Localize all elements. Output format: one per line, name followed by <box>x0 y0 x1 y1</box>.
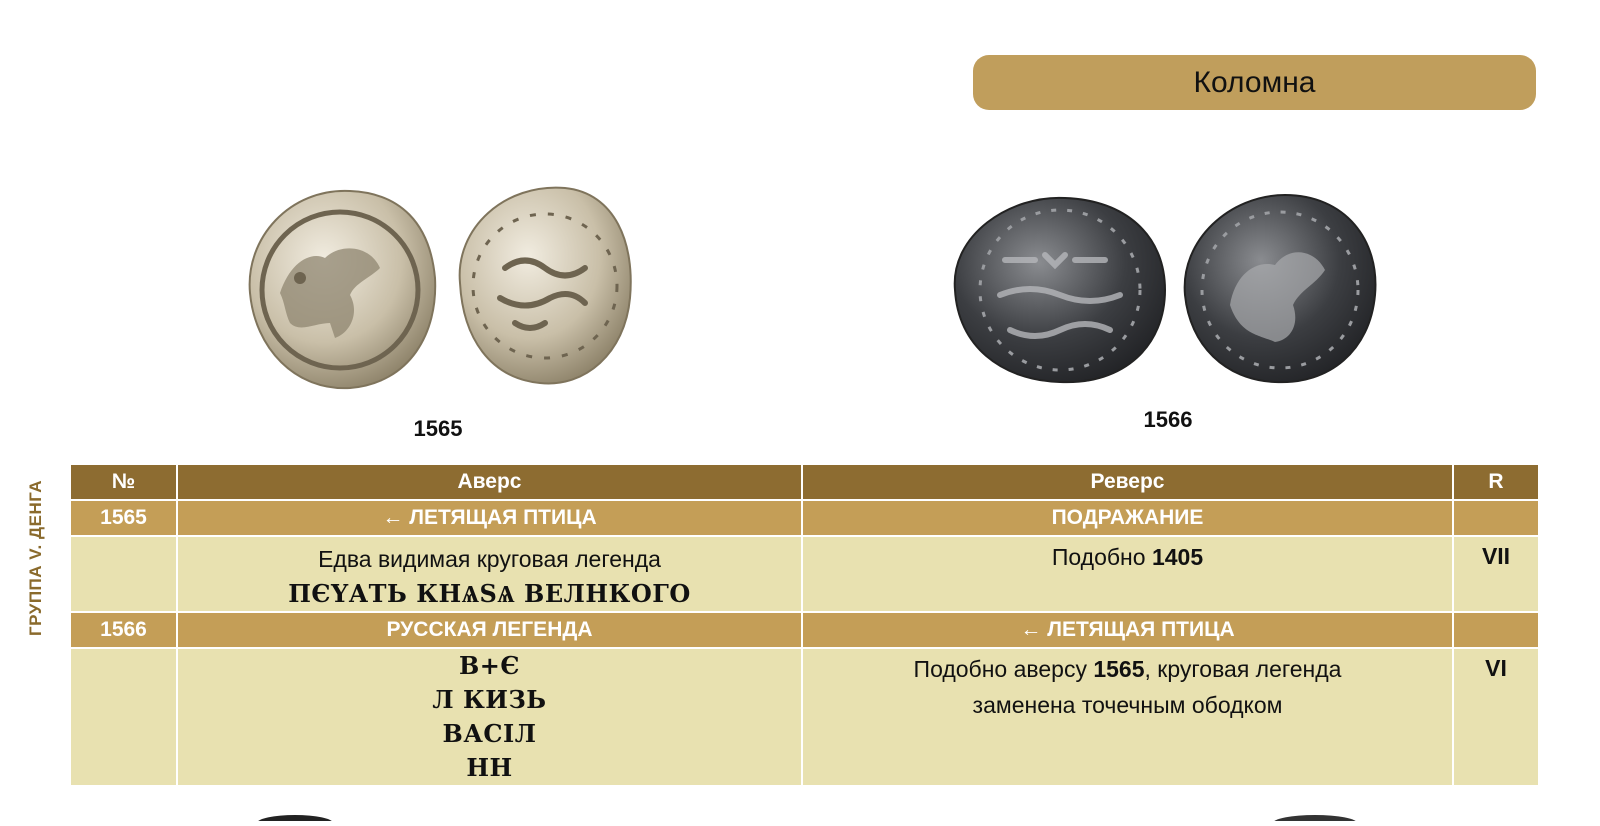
coin-catalog-table <box>69 463 1540 787</box>
rarity-value: VI <box>1453 648 1539 786</box>
obverse-description <box>177 648 802 786</box>
reverse-desc-text <box>803 537 1452 575</box>
reverse-type: ПОДРАЖАНИЕ <box>802 500 1453 536</box>
obverse-legend-line: Л КИЗЬ <box>432 685 547 714</box>
reverse-desc-prefix: Подобно аверсу <box>913 656 1094 682</box>
header-obverse: Аверс <box>177 464 802 500</box>
table-row <box>70 500 1539 536</box>
obverse-legend-line: В+Є <box>459 651 520 680</box>
reverse-desc-ref: 1565 <box>1093 656 1145 682</box>
next-coin-crop-right <box>1270 808 1360 818</box>
obverse-description <box>177 536 802 612</box>
mint-title-banner <box>973 55 1536 110</box>
table-header-row <box>70 464 1539 500</box>
coin-reverse-1565 <box>460 188 631 384</box>
entry-number: 1565 <box>70 500 177 536</box>
rarity-empty <box>1453 500 1539 536</box>
coin-obverse-1566 <box>955 198 1165 382</box>
rarity-value: VII <box>1453 536 1539 612</box>
reverse-description <box>802 536 1453 612</box>
table-row <box>70 612 1539 648</box>
table-row <box>70 536 1539 612</box>
coin-obverse-1565 <box>250 191 436 388</box>
reverse-type: ← ЛЕТЯЩАЯ ПТИЦА <box>802 612 1453 648</box>
table-row <box>70 648 1539 786</box>
reverse-desc-line2: заменена точечным ободком <box>972 692 1283 718</box>
entry-number-empty <box>70 536 177 612</box>
rarity-empty <box>1453 612 1539 648</box>
entry-number-empty <box>70 648 177 786</box>
obverse-type: РУССКАЯ ЛЕГЕНДА <box>177 612 802 648</box>
obverse-legend-line: ВАСІЛ <box>442 719 537 748</box>
next-coin-crop-left <box>255 808 335 818</box>
reverse-desc-ref: 1405 <box>1151 544 1204 570</box>
reverse-desc-prefix: Подобно <box>1051 544 1152 570</box>
reverse-desc-text <box>803 649 1452 687</box>
obverse-legend-line: ПЄҮАТЬ КНѦЅѦ ВЕЛНКОГО <box>288 579 691 608</box>
entry-number: 1566 <box>70 612 177 648</box>
header-num: № <box>70 464 177 500</box>
header-rarity: R <box>1453 464 1539 500</box>
coin-caption-1566: 1566 <box>1143 407 1193 432</box>
obverse-type: ← ЛЕТЯЩАЯ ПТИЦА <box>177 500 802 536</box>
reverse-description <box>802 648 1453 786</box>
coin-image-1566 <box>950 190 1390 390</box>
coin-reverse-1566 <box>1185 195 1376 382</box>
reverse-desc-suffix: , круговая легенда <box>1144 656 1342 682</box>
group-label: ГРУППА V. ДЕНГА <box>26 479 45 636</box>
obverse-legend-line: НН <box>466 753 513 782</box>
coin-caption-1565: 1565 <box>413 416 463 441</box>
header-reverse: Реверс <box>802 464 1453 500</box>
coin-image-1565 <box>240 183 640 398</box>
mint-title: Коломна <box>1193 65 1316 99</box>
obverse-desc-text: Едва видимая круговая легенда <box>318 546 661 572</box>
